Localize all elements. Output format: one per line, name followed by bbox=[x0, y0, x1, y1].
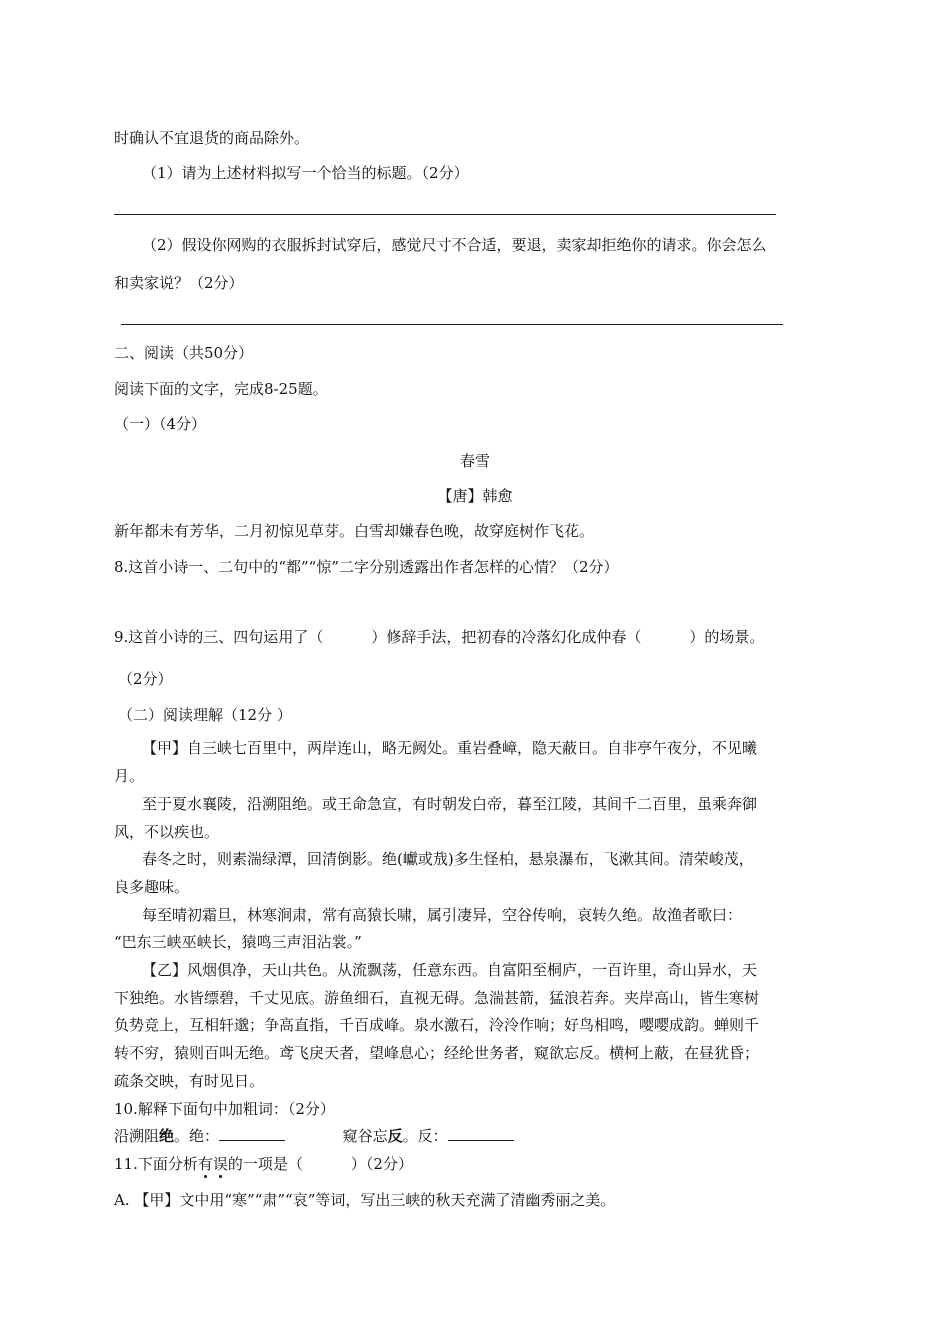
jia-line: 【甲】自三峡七百里中，两岸连山，略无阙处。重岩叠嶂，隐天蔽日。自非亭午夜分，不见曦 bbox=[142, 739, 758, 757]
q11-pre: 11.下面分析 bbox=[114, 1155, 198, 1173]
jia-line: 每至晴初霜旦，林寒涧肃，常有高猿长啸，属引凄异，空谷传响，哀转久绝。故渔者歌曰： bbox=[142, 906, 743, 924]
yi-line: 疏条交映，有时见日。 bbox=[114, 1072, 265, 1090]
answer-line-2[interactable] bbox=[121, 324, 783, 325]
q11-mid: 的一项是（ bbox=[227, 1155, 303, 1173]
q11-dotted-char-1: 有 bbox=[197, 1155, 213, 1173]
jia-line: 月。 bbox=[114, 767, 145, 785]
q7-part1-prompt: （1）请为上述材料拟写一个恰当的标题。（2分） bbox=[142, 164, 469, 182]
q11-post: ）（2分） bbox=[350, 1155, 413, 1173]
q10a-post: 。绝： bbox=[174, 1127, 220, 1145]
q9-text-b: ）修辞手法，把初春的冷落幻化成仲春（ bbox=[371, 628, 642, 646]
q11-option-a: A. 【甲】文中用“寒”“肃”“哀”等词，写出三峡的秋天充满了清幽秀丽之美。 bbox=[114, 1191, 616, 1209]
part2-label: （二）阅读理解（12分 ） bbox=[118, 706, 292, 724]
q9-text-a: 9.这首小诗的三、四句运用了（ bbox=[114, 628, 324, 646]
q10a-answer-blank[interactable] bbox=[219, 1126, 285, 1141]
q9-text-c: ）的场景。 bbox=[689, 628, 765, 646]
jia-line: 风，不以疾也。 bbox=[114, 823, 220, 841]
yi-line: 【乙】风烟俱净，天山共色。从流飘荡，任意东西。自富阳至桐庐，一百许里，奇山异水，天 bbox=[142, 961, 758, 979]
q9-score: （2分） bbox=[118, 670, 173, 688]
question-9 bbox=[114, 627, 764, 647]
question-11 bbox=[114, 1154, 413, 1174]
section-instruction: 阅读下面的文字，完成8-25题。 bbox=[114, 380, 328, 398]
question-10-title: 10.解释下面句中加粗词：（2分） bbox=[114, 1100, 335, 1118]
jia-line: 良多趣味。 bbox=[114, 878, 190, 896]
poem-title: 春雪 bbox=[459, 452, 490, 470]
jia-line: 至于夏水襄陵，沿溯阻绝。或王命急宣，有时朝发白帝，暮至江陵，其间千二百里，虽乘奔御 bbox=[142, 795, 758, 813]
question-10-items bbox=[114, 1126, 518, 1146]
q7-part2-prompt-line2: 和卖家说？（2分） bbox=[114, 274, 244, 292]
q10b-bold-word: 反 bbox=[387, 1127, 403, 1145]
yi-line: 负势竞上，互相轩邈；争高直指，千百成峰。泉水激石，泠泠作响；好鸟相鸣，嘤嘤成韵。蝉则千 bbox=[114, 1016, 760, 1034]
yi-line: 转不穷，猿则百叫无绝。鸢飞戾天者，望峰息心；经纶世务者，窥欲忘反。横柯上蔽，在昼犹昏； bbox=[114, 1044, 760, 1062]
poem-author: 【唐】韩愈 bbox=[437, 487, 513, 505]
q11-dotted-char-2: 误 bbox=[212, 1155, 228, 1173]
answer-line-1[interactable] bbox=[114, 214, 776, 215]
q7-part2-prompt-line1: （2）假设你网购的衣服拆封试穿后，感觉尺寸不合适，要退，卖家却拒绝你的请求。你会怎么 bbox=[142, 236, 767, 254]
q10b-answer-blank[interactable] bbox=[448, 1126, 514, 1141]
q10b-post: 。反： bbox=[402, 1127, 448, 1145]
q7-continued-text: 时确认不宜退货的商品除外。 bbox=[114, 129, 310, 147]
part1-label: （一）（4分） bbox=[114, 415, 207, 433]
yi-line: 下独绝。水皆缥碧，千丈见底。游鱼细石，直视无碍。急湍甚箭，猛浪若奔。夹岸高山，皆生寒树 bbox=[114, 989, 760, 1007]
q10b-pre: 窥谷忘 bbox=[342, 1127, 388, 1145]
jia-line: “巴东三峡巫峡长，猿鸣三声泪沾裳。” bbox=[114, 933, 362, 951]
q10a-pre: 沿溯阻 bbox=[114, 1127, 160, 1145]
section-heading: 二、阅读（共50分） bbox=[114, 344, 254, 362]
poem-text: 新年都未有芳华，二月初惊见草芽。白雪却嫌春色晚，故穿庭树作飞花。 bbox=[114, 522, 595, 540]
q10a-bold-word: 绝 bbox=[159, 1127, 175, 1145]
jia-line: 春冬之时，则素湍绿潭，回清倒影。绝(巘或㦲)多生怪柏，悬泉瀑布，飞漱其间。清荣峻茂， bbox=[142, 850, 754, 868]
question-8: 8.这首小诗一、二句中的“都”“惊”二字分别透露出作者怎样的心情？（2分） bbox=[114, 558, 619, 576]
